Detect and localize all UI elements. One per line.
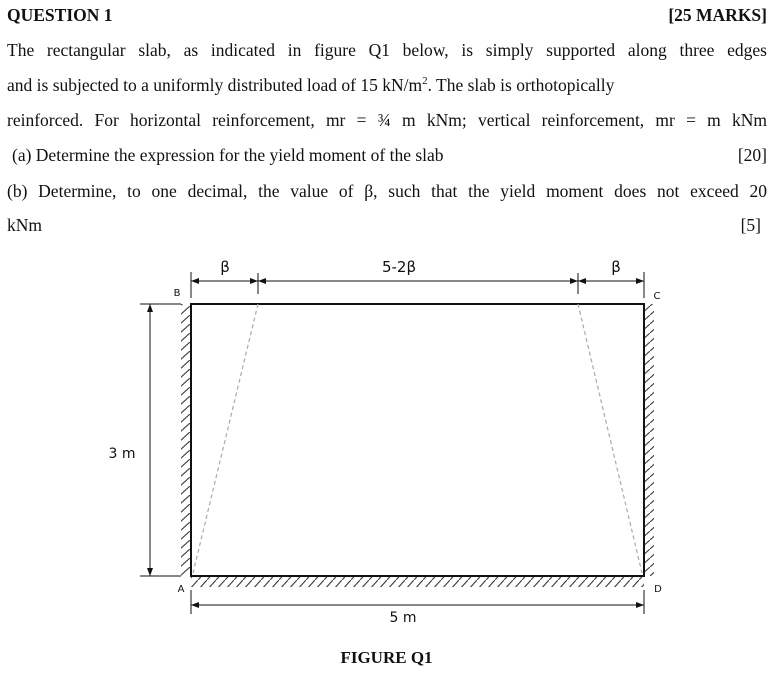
dim-middle: 5-2β [381,258,417,276]
problem-text-line-3: reinforced. For horizontal reinforcement, mr = ¾ m kNm; vertical reinforcement, mr = m kNm [7,110,767,130]
corner-label-d: D [654,584,662,595]
dim-width: 5 m [389,610,417,626]
part-a-text: (a) Determine the expression for the yield moment of the slab [12,145,444,165]
yield-line-right [578,304,642,573]
part-b-marks: [5] [740,215,761,235]
corner-label-c: C [653,291,661,302]
dim-height: 3 m [108,446,136,462]
height-dimension-line [140,304,181,576]
part-a-marks: [20] [737,145,767,165]
support-left-hatch [181,304,191,576]
yield-line-left [193,304,258,573]
question-title: QUESTION 1 [7,5,113,25]
top-dimension-line [191,272,644,298]
support-right-hatch [644,304,654,576]
dim-beta-right: β [611,258,621,276]
problem-text-line-2: and is subjected to a uniformly distributed load of 15 $kN/m^2$. The slab is orthotopically [7,75,615,95]
slab-outline [191,304,644,576]
dim-beta-left: β [220,258,230,276]
problem-text-line-1: The rectangular slab, as indicated in figure Q1 below, is simply supported along three edges [7,40,767,60]
corner-label-b: B [173,288,181,299]
part-b-unit: kNm [7,215,42,235]
total-marks: [25 MARKS] [668,5,767,25]
width-dimension-line [191,590,644,614]
figure-caption: FIGURE Q1 [340,648,433,667]
support-bottom-hatch [191,576,644,587]
part-b-line-1: (b) Determine, to one decimal, the value of β, such that the yield moment does not exceed 20 [7,181,767,201]
corner-label-a: A [177,584,185,595]
